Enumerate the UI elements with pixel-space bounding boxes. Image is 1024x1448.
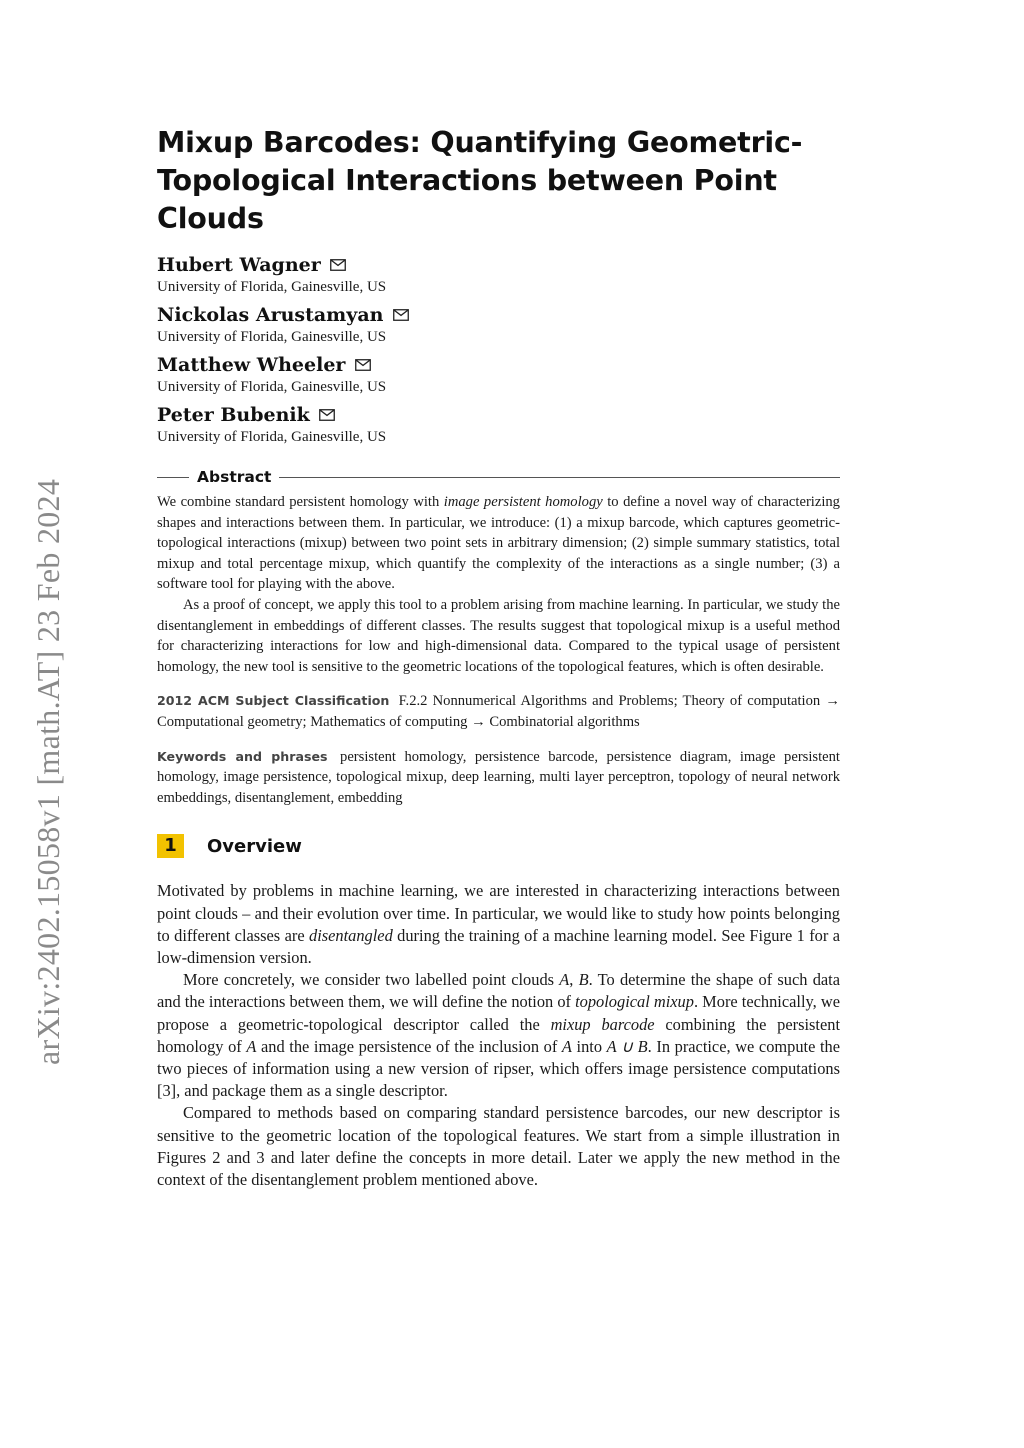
text-run: . To determine the shape of such data and the interactions between them, we will define the notion of	[157, 970, 840, 1012]
author-affiliation: University of Florida, Gainesville, US	[157, 429, 387, 445]
rule-line	[157, 477, 189, 478]
paper-title: Mixup Barcodes: Quantifying Geometric-Topological Interactions between Point Clouds	[157, 126, 803, 235]
math-symbol: A	[246, 1036, 257, 1056]
acm-classification	[157, 691, 840, 732]
acm-label: 2012 ACM Subject Classification	[157, 693, 390, 709]
author-affiliation: University of Florida, Gainesville, US	[157, 279, 387, 295]
author-entry	[157, 252, 840, 296]
section-number: 1	[157, 834, 184, 858]
author-list	[157, 252, 840, 446]
author-name: Hubert Wagner	[157, 254, 321, 276]
text-run: . More technically, we propose a geometric-topological descriptor called the	[157, 992, 840, 1034]
text-run: and the image persistence of the inclusion of	[256, 1036, 562, 1056]
body-paragraph: Compared to methods based on comparing standard persistence barcodes, our new descriptor is sensitive to the geometric location of the topological features. We start from a simple illustration in Figures 2 and 3 and later define the concepts in more detail. Later we apply the new method in the context of the disentanglement problem mentioned above.	[157, 1103, 840, 1189]
math-symbol: A	[561, 1036, 572, 1056]
text-run: Motivated by problems in machine learning, we are interested in characterizing interactions between point clouds – and their evolution over time. In particular, we would like to study how points belonging to different classes are	[157, 881, 840, 945]
emphasis-text: mixup barcode	[550, 1014, 655, 1034]
author-name: Nickolas Arustamyan	[157, 304, 384, 326]
author-affiliation: University of Florida, Gainesville, US	[157, 329, 387, 345]
text-run: to define a novel way of characterizing shapes and interactions between them. In particular, we introduce: (1) a mixup barcode, which captures geometric-topological interactions (mixup) between two point sets in arbitrary dimension; (2) simple summary statistics, total mixup and total percentage mixup, which quantify the complexity of the interactions as a single number; (3) a software tool for playing with the above.	[157, 494, 840, 593]
mail-icon[interactable]	[330, 256, 346, 275]
rule-line	[279, 477, 840, 478]
section-heading	[157, 834, 840, 858]
acm-text: F.2.2 Nonnumerical Algorithms and Problems; Theory of computation → Computational geometry; Mathematics of computing → Combinatorial algorithms	[157, 693, 840, 730]
page-content	[157, 124, 840, 1191]
math-symbol: B	[578, 970, 589, 990]
mail-icon[interactable]	[319, 406, 335, 425]
text-run: We combine standard persistent homology with	[157, 494, 444, 510]
text-run: combining the persistent homology of	[157, 1014, 840, 1056]
abstract-paragraph: As a proof of concept, we apply this tool to a problem arising from machine learning. In particular, we study the disentanglement in embeddings of different classes. The results suggest that topological mixup is a useful method for characterizing interactions for low and high-dimensional data. Compared to the typical usage of persistent homology, the new tool is sensitive to the geometric locations of the topological features, which is often desirable.	[157, 596, 840, 675]
section-body	[157, 880, 840, 1191]
keywords-label: Keywords and phrases	[157, 748, 328, 764]
abstract-rule	[157, 468, 840, 486]
math-symbol: A ∪ B	[606, 1036, 648, 1056]
author-name: Matthew Wheeler	[157, 354, 346, 376]
author-entry	[157, 402, 840, 446]
arxiv-stamp: arXiv:2402.15058v1 [math.AT] 23 Feb 2024	[30, 478, 66, 1065]
mail-icon[interactable]	[393, 306, 409, 325]
emphasis-text: image persistent homology	[443, 494, 603, 510]
text-run: . In practice, we compute the two pieces of information using a new version of ripser, which offers image persistence computations [3], and package them as a single descriptor.	[157, 1036, 841, 1101]
author-entry	[157, 302, 840, 346]
mail-icon[interactable]	[355, 356, 371, 375]
author-name: Peter Bubenik	[157, 404, 310, 426]
keywords-text: persistent homology, persistence barcode, persistence diagram, image persistent homology, image persistence, topological mixup, deep learning, multi layer perceptron, topology of neural network embeddings, disentanglement, embedding	[157, 748, 840, 806]
body-paragraph	[157, 880, 840, 969]
text-run: during the training of a machine learning model. See Figure 1 for a low-dimension version.	[157, 925, 840, 967]
keywords	[157, 747, 840, 809]
text-run: ,	[569, 970, 579, 990]
text-run: into	[571, 1036, 607, 1056]
abstract-paragraph	[157, 492, 840, 595]
abstract	[157, 492, 840, 677]
body-paragraph	[157, 969, 840, 1102]
emphasis-text: disentangled	[309, 925, 393, 945]
author-affiliation: University of Florida, Gainesville, US	[157, 379, 387, 395]
math-symbol: A	[559, 970, 570, 990]
text-run: More concretely, we consider two labelled point clouds	[183, 970, 560, 990]
section-title: Overview	[207, 835, 302, 857]
author-entry	[157, 352, 840, 396]
emphasis-text: topological mixup	[575, 992, 694, 1012]
abstract-heading: Abstract	[197, 468, 272, 486]
